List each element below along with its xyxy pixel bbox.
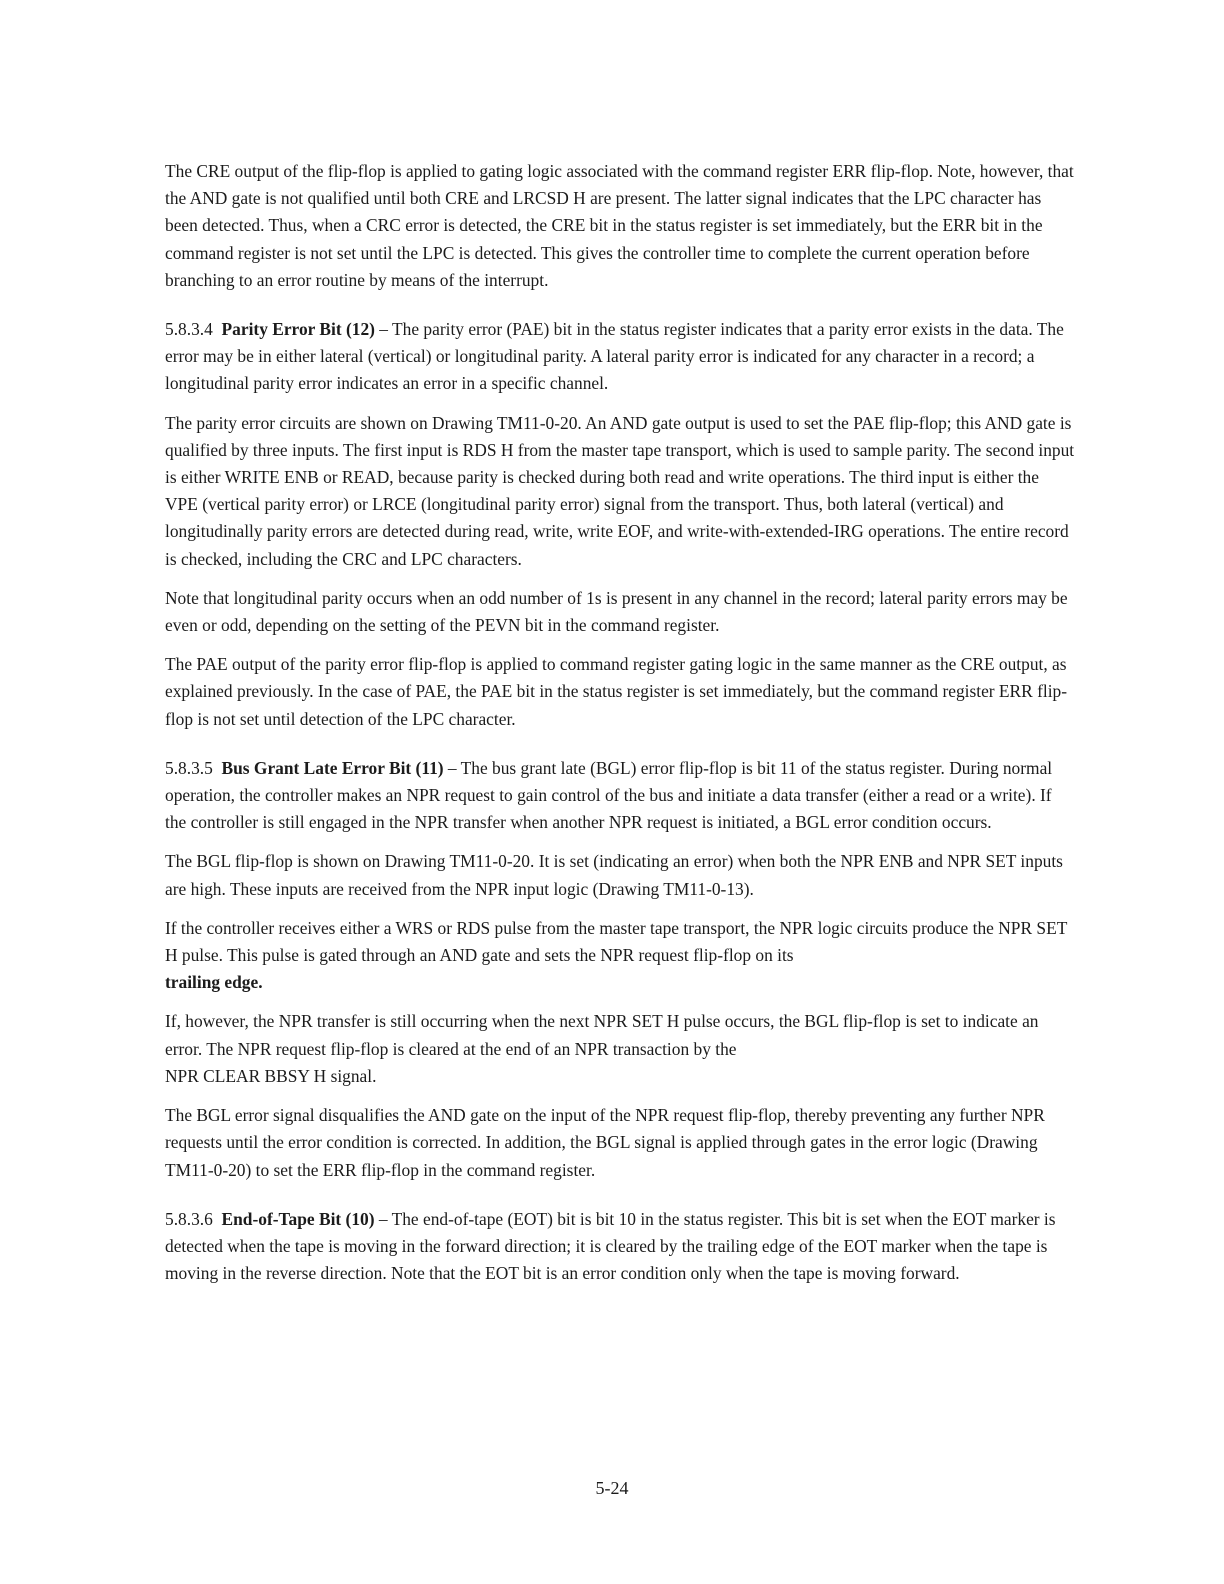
paragraph-text: If, however, the NPR transfer is still occurring when the next NPR SET H pulse occurs, the BGL flip-flop is set to indicate an error. The NPR request flip-flop is cleared at the end of an NPR transaction by the [165, 1011, 1039, 1059]
page-body [165, 158, 1075, 1287]
paragraph-parity-circuits: The parity error circuits are shown on Drawing TM11-0-20. An AND gate output is used to set the PAE flip-flop; this AND gate is qualified by three inputs. The first input is RDS H from the master tape transport, which is used to sample parity. The second input is either WRITE ENB or READ, because parity is checked during both read and write operations. The third input is either the VPE (vertical parity error) or LRCE (longitudinal parity error) signal from the transport. Thus, both lateral (vertical) and longitudinally parity errors are detected during read, write, write EOF, and write-with-extended-IRG operations. The entire record is checked, including the CRC and LPC characters. [165, 412, 1075, 569]
section-5-8-3-4 [165, 316, 1075, 398]
section-text: The parity error (PAE) bit in the status register indicates that a parity error exists in the data. The error may be in either lateral (vertical) or longitudinal parity. A lateral parity error is indicated for any character in a record; a longitudinal parity error indicates an error in a specific channel. [165, 319, 1064, 394]
section-title: End-of-Tape Bit (10) [221, 1208, 375, 1229]
section-5-8-3-5 [165, 755, 1075, 837]
paragraph-however [165, 1008, 1075, 1090]
section-title: Bus Grant Late Error Bit (11) [221, 757, 444, 778]
section-text: The end-of-tape (EOT) bit is bit 10 in the status register. This bit is set when the EOT marker is detected when the tape is moving in the forward direction; it is cleared by the trailing edge of the EOT marker when the tape is moving in the reverse direction. Note that the EOT bit is an error condition only when the tape is moving forward. [165, 1208, 1056, 1284]
paragraph-text: If the controller receives either a WRS or RDS pulse from the master tape transport, the NPR logic circuits produce the NPR SET H pulse. This pulse is gated through an AND gate and sets the NPR request flip-flop on its [165, 917, 1068, 966]
paragraph-bgl-flipflop: The BGL flip-flop is shown on Drawing TM11-0-20. It is set (indicating an error) when both the NPR ENB and NPR SET inputs are high. These inputs are received from the NPR input logic (Drawing TM11-0-13). [165, 851, 1063, 899]
section-number: 5.8.3.4 [165, 319, 213, 340]
paragraph-note-longitudinal: Note that longitudinal parity occurs when an odd number of 1s is present in any channel in the record; lateral parity errors may be even or odd, depending on the setting of the PEVN bit in the command register. [165, 587, 1068, 636]
paragraph-tail: NPR CLEAR BBSY H signal. [165, 1065, 377, 1086]
section-title: Parity Error Bit (12) [221, 319, 375, 340]
paragraph-cre-output: The CRE output of the flip-flop is applied to gating logic associated with the command register ERR flip-flop. Note, however, that the AND gate is not qualified until both CRE and LRCSD H are present. The latter signal indicates that the LPC character has been detected. Thus, when a CRC error is detected, the CRE bit in the status register is set immediately, but the ERR bit in the command register is not set until the LPC is detected. This gives the controller time to complete the current operation before branching to an error routine by means of the interrupt. [165, 161, 1074, 290]
section-dash: – [443, 757, 461, 778]
paragraph-pae-output: The PAE output of the parity error flip-flop is applied to command register gating logic in the same manner as the CRE output, as explained previously. In the case of PAE, the PAE bit in the status register is set immediately, but the command register ERR flip-flop is not set until detection of the LPC character. [165, 654, 1068, 729]
page-number: 5-24 [595, 1478, 629, 1498]
paragraph-bgl-signal: The BGL error signal disqualifies the AND gate on the input of the NPR request flip-flop, thereby preventing any further NPR requests until the error condition is corrected. In addition, the BGL signal is applied through gates in the error logic (Drawing TM11-0-20) to set the ERR flip-flop in the command register. [165, 1105, 1045, 1180]
section-number: 5.8.3.5 [165, 757, 213, 778]
paragraph-tail-bold: trailing edge. [165, 972, 263, 993]
section-number: 5.8.3.6 [165, 1208, 213, 1229]
section-dash: – [374, 1208, 392, 1229]
paragraph-wrs-rds [165, 915, 1075, 997]
section-text: The bus grant late (BGL) error flip-flop is bit 11 of the status register. During normal operation, the controller makes an NPR request to gain control of the bus and initiate a data transfer (either a read or a write). If the controller is still engaged in the NPR transfer when another NPR request is initiated, a BGL error condition occurs. [165, 757, 1053, 833]
section-dash: – [374, 319, 393, 340]
section-5-8-3-6 [165, 1206, 1075, 1288]
